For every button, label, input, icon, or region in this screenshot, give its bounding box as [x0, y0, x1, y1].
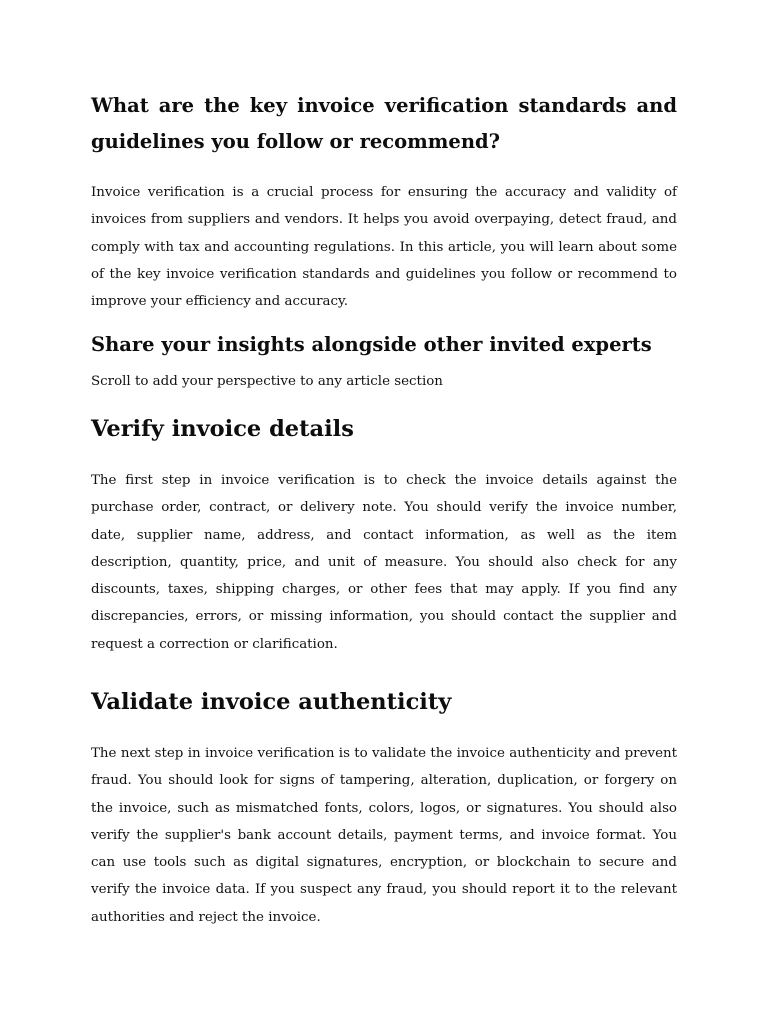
section-heading-verify-details: Verify invoice details: [91, 416, 354, 442]
section-heading-validate-authenticity: Validate invoice authenticity: [91, 689, 452, 715]
section-body-verify-details: The first step in invoice verification is to check the invoice details against the purchase order, contract, or delivery note. You should verify the invoice number, date, supplier name, address, and contact information, as well as the item description, quantity, price, and unit of measure. You should also check for any discounts, taxes, shipping charges, or other fees that may apply. If you find any discrepancies, errors, or missing information, you should contact the supplier and request a correction or clarification.: [91, 473, 677, 652]
page-title: What are the key invoice verification standards and guidelines you follow or recommend?: [91, 94, 677, 153]
intro-paragraph: Invoice verification is a crucial process for ensuring the accuracy and validity of invoices from suppliers and vendors. It helps you avoid overpaying, detect fraud, and comply with tax and accounting regulations. In this article, you will learn about some of the key invoice verification standards and guidelines you follow or recommend to improve your efficiency and accuracy.: [91, 185, 677, 310]
scroll-note: Scroll to add your perspective to any article section: [91, 374, 443, 389]
section-body-validate-authenticity: The next step in invoice verification is to validate the invoice authenticity and prevent fraud. You should look for signs of tampering, alteration, duplication, or forgery on the invoice, such as mismatched fonts, colors, logos, or signatures. You should also verify the supplier's bank account details, payment terms, and invoice format. You can use tools such as digital signatures, encryption, or blockchain to secure and verify the invoice data. If you suspect any fraud, you should report it to the relevant authorities and reject the invoice.: [91, 746, 677, 925]
share-insights-heading: Share your insights alongside other invited experts: [91, 333, 652, 356]
